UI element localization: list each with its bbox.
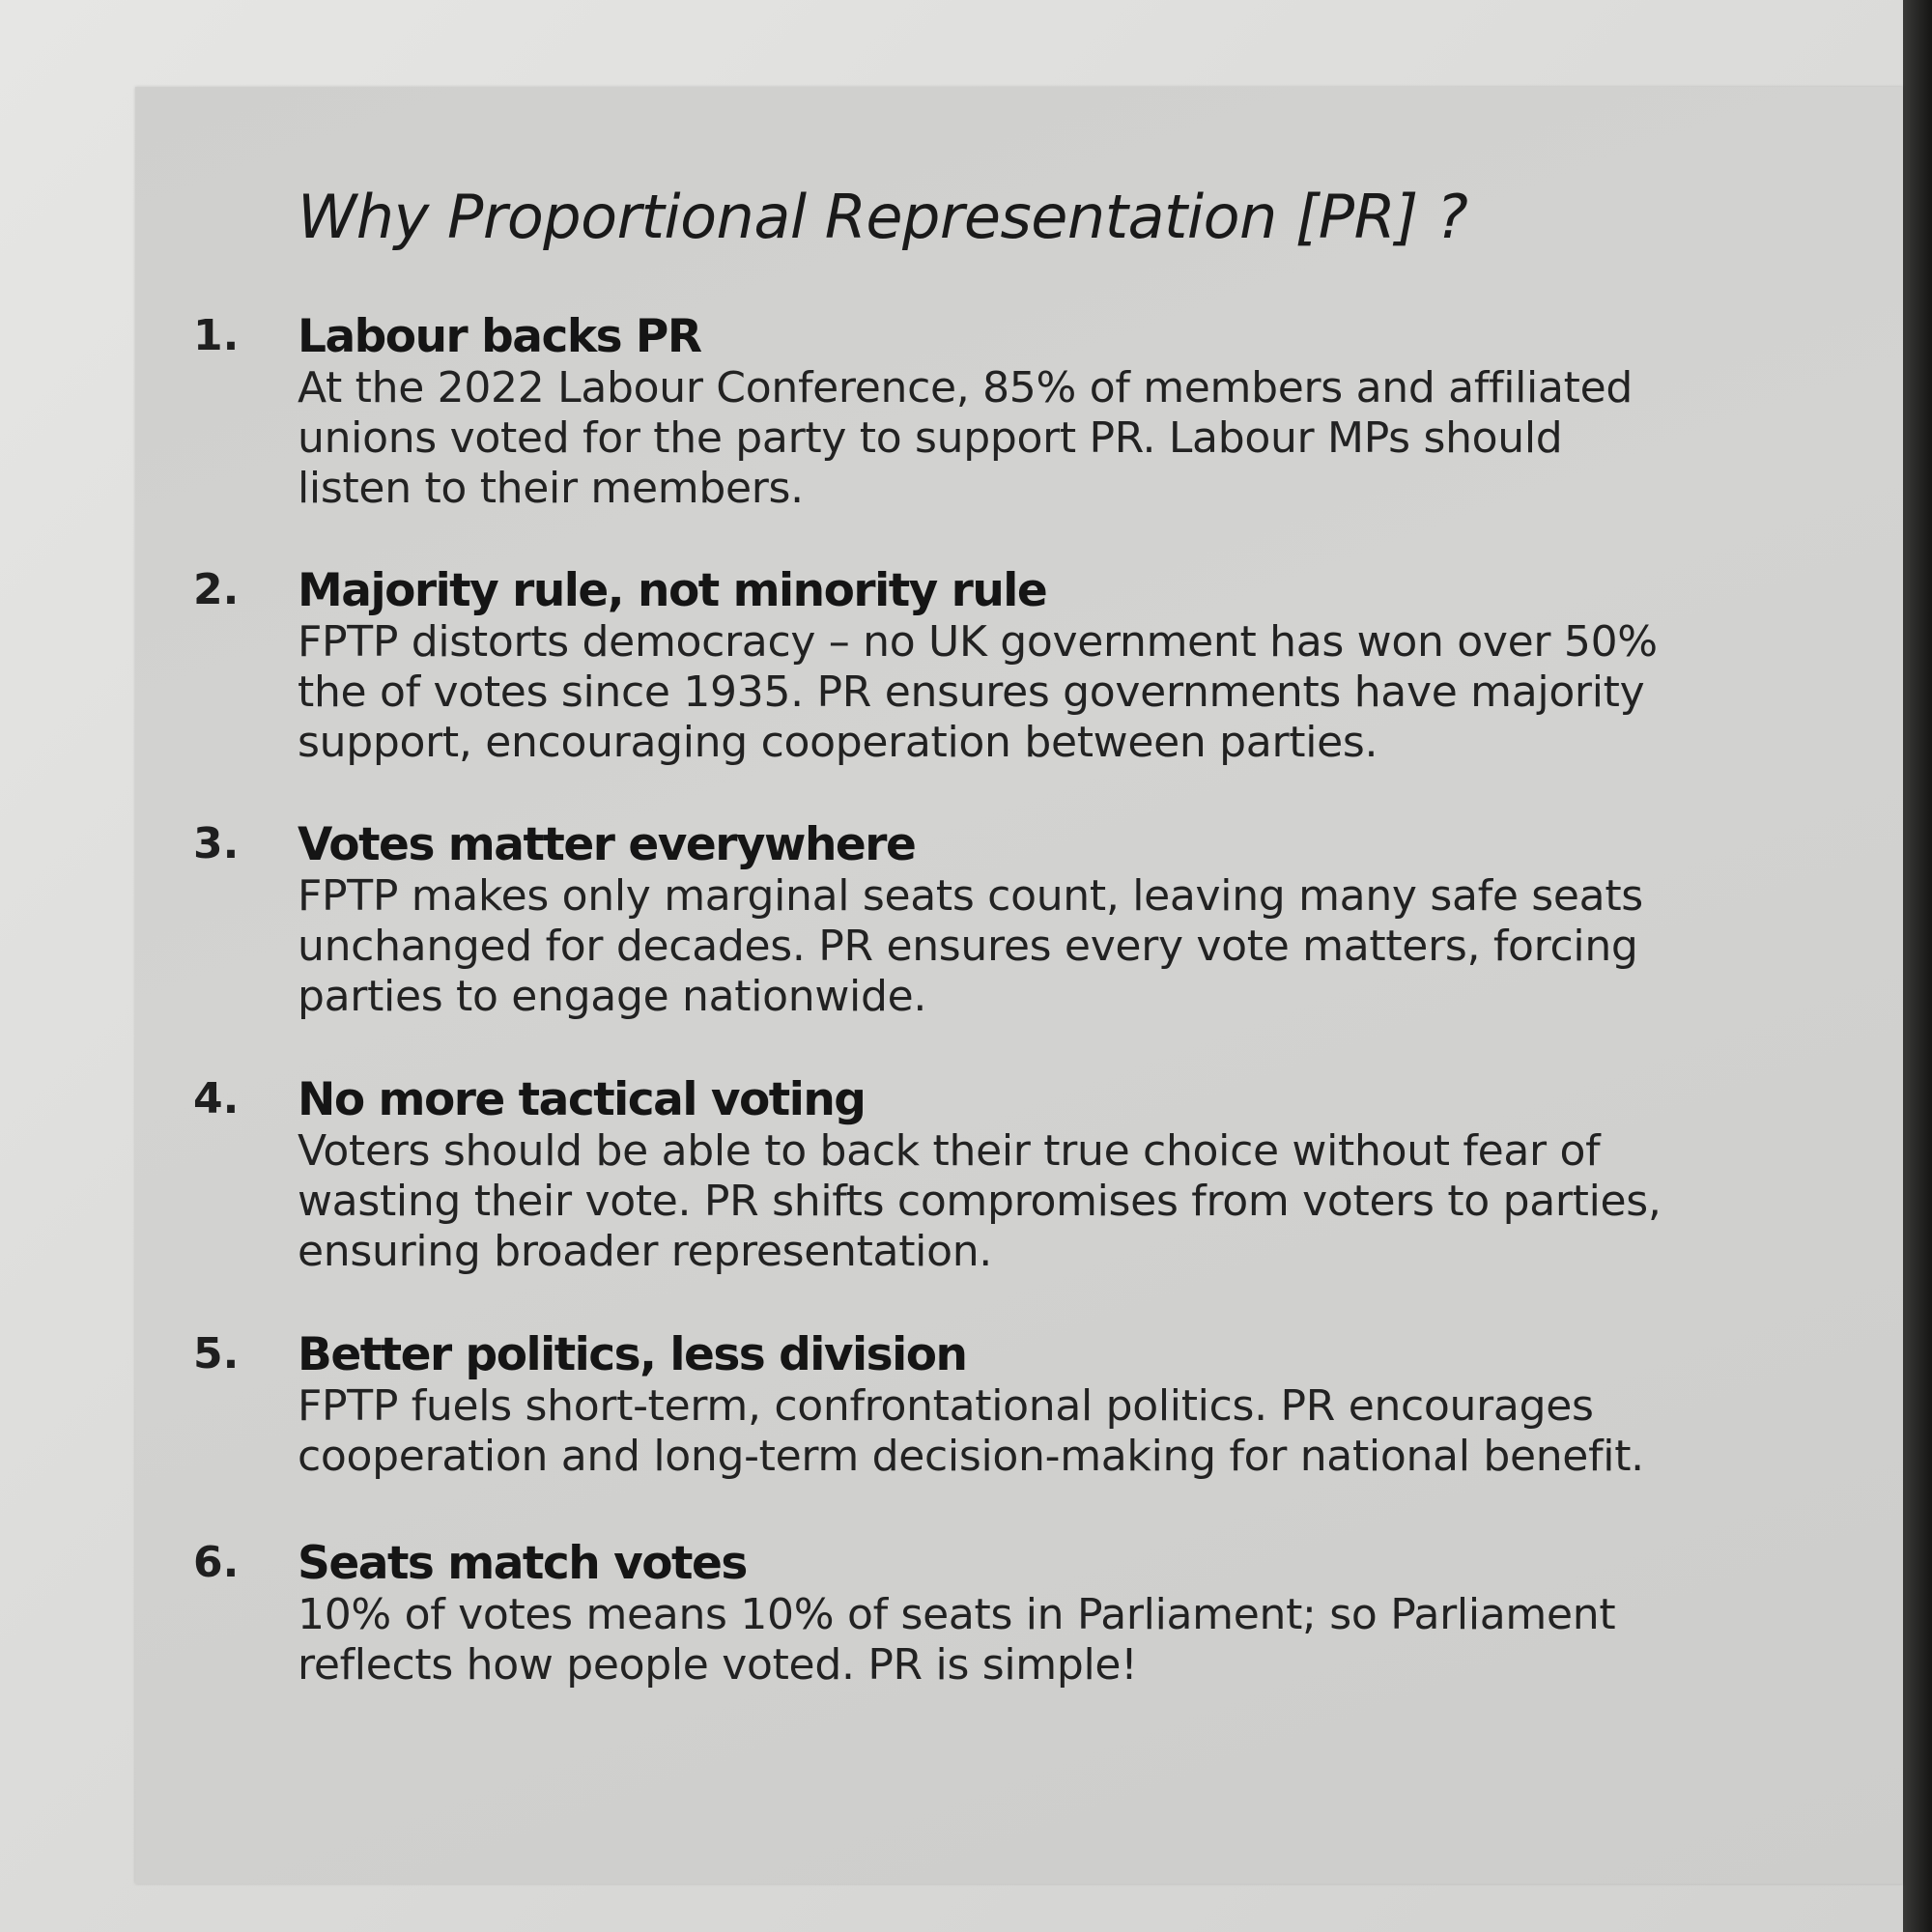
list-item-line: Voters should be able to back their true choice without fear of [298, 1126, 1601, 1176]
list-item-number: 2. [193, 565, 240, 614]
list-item-number: 5. [193, 1329, 240, 1378]
list-item-line: At the 2022 Labour Conference, 85% of members and affiliated [298, 363, 1633, 412]
list-item-line: wasting their vote. PR shifts compromises from voters to parties, [298, 1177, 1662, 1226]
list-item-heading: No more tactical voting [298, 1073, 866, 1126]
list-item-line: FPTP makes only marginal seats count, leaving many safe seats [298, 871, 1643, 921]
list-item-heading: Labour backs PR [298, 310, 701, 363]
list-item-heading: Better politics, less division [298, 1328, 967, 1381]
list-item-content [298, 819, 1833, 1022]
list-item-heading: Votes matter everywhere [298, 818, 916, 871]
list-item-number: 3. [193, 819, 240, 868]
list-item-line: cooperation and long-term decision-making for national benefit. [298, 1432, 1644, 1481]
list-item-line: support, encouraging cooperation between parties. [298, 718, 1378, 767]
list-item-line: 10% of votes means 10% of seats in Parliament; so Parliament [298, 1590, 1616, 1639]
list-item-heading: Seats match votes [298, 1537, 747, 1590]
list-item-line: unchanged for decades. PR ensures every vote matters, forcing [298, 922, 1638, 971]
list-item-line: ensuring broader representation. [298, 1227, 992, 1276]
list-item-content [298, 565, 1833, 768]
list-item-line: reflects how people voted. PR is simple! [298, 1640, 1138, 1690]
list-item-line: FPTP distorts democracy – no UK government has won over 50% [298, 617, 1658, 667]
list-item-number: 6. [193, 1538, 240, 1587]
list-item-number: 4. [193, 1074, 240, 1123]
list-item-content [298, 1538, 1833, 1690]
list-item-content [298, 311, 1833, 514]
list-item-line: the of votes since 1935. PR ensures governments have majority [298, 668, 1645, 717]
list-item-number: 1. [193, 311, 240, 360]
list-item-content [298, 1074, 1833, 1277]
page-title: Why Proportional Representation [PR] ? [298, 182, 1468, 252]
background-edge [1903, 0, 1932, 1932]
list-item-content [298, 1329, 1833, 1482]
list-item-heading: Majority rule, not minority rule [298, 564, 1047, 617]
list-item-line: parties to engage nationwide. [298, 972, 927, 1021]
list-item-line: listen to their members. [298, 464, 804, 513]
list-item-line: FPTP fuels short-term, confrontational politics. PR encourages [298, 1381, 1594, 1431]
list-item-line: unions voted for the party to support PR. Labour MPs should [298, 413, 1563, 463]
